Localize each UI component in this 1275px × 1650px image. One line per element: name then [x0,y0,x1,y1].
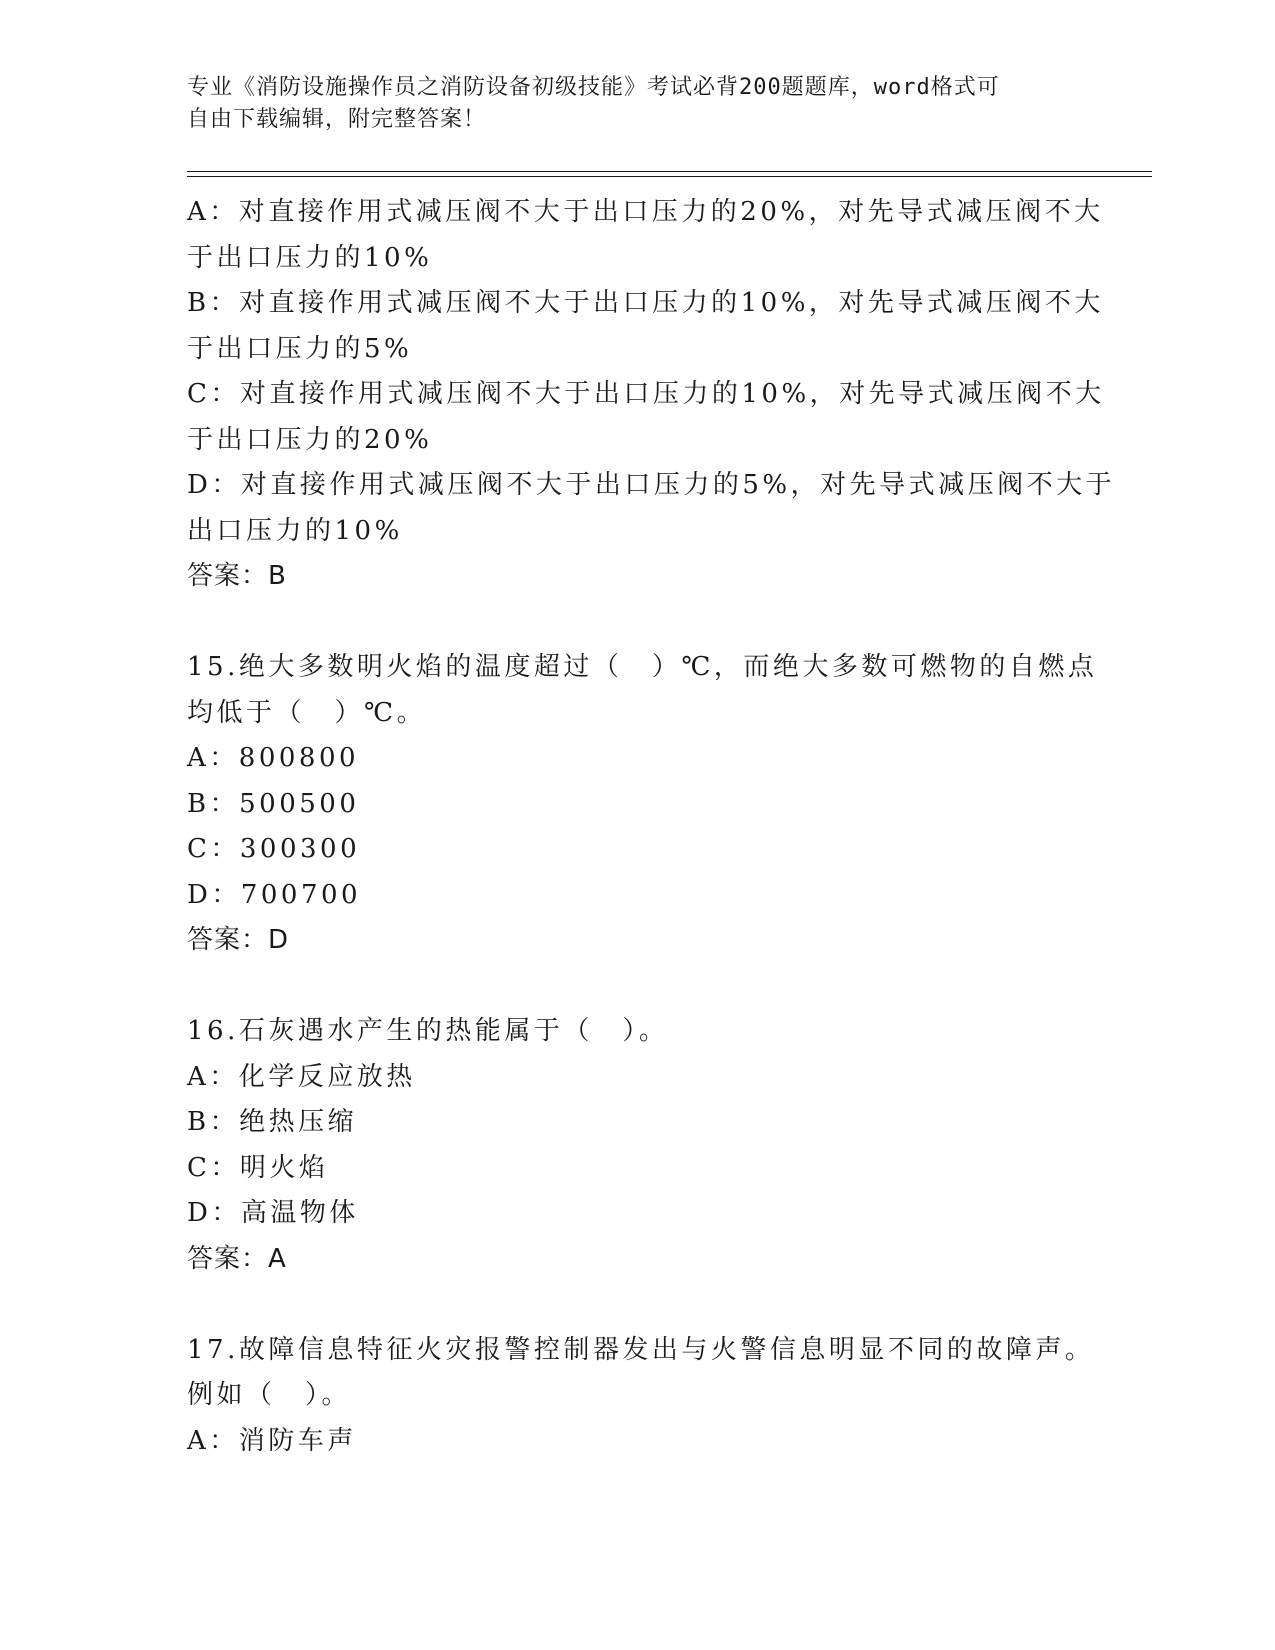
spacer [187,1282,1087,1328]
option-a-line-1: A：对直接作用式减压阀不大于出口压力的20%，对先导式减压阀不大 [187,197,1104,227]
option-d: D：高温物体 [187,1198,359,1228]
question-stem-line-2: 例如（ ）。 [187,1380,352,1410]
spacer [187,600,1087,646]
answer-line: 答案：B [187,561,287,591]
spacer [187,964,1087,1010]
option-a: A：化学反应放热 [187,1061,416,1092]
option-c: C：300300 [187,834,361,864]
option-c: C：明火焰 [187,1152,329,1183]
option-a: A：消防车声 [187,1425,357,1456]
question-16 [187,1009,1087,1282]
option-c-line-2: 于出口压力的20% [187,424,433,455]
answer-line: 答案：D [187,925,290,955]
question-stem-line-2: 均低于（ ）℃。 [187,697,427,728]
option-d: D：700700 [187,879,362,910]
question-list [187,190,1116,1464]
option-b: B：500500 [187,788,360,819]
option-c-line-1: C：对直接作用式减压阀不大于出口压力的10%，对先导式减压阀不大 [187,379,1105,409]
header-line-2: 自由下载编辑，附完整答案！ [187,107,487,132]
question-14 [187,190,1116,600]
option-b-line-1: B：对直接作用式减压阀不大于出口压力的10%，对先导式减压阀不大 [187,288,1104,318]
header-rule-bottom [187,176,1152,177]
question-17 [187,1328,1095,1465]
header-line-1: 专业《消防设施操作员之消防设备初级技能》考试必背200题题库，word格式可 [187,75,1000,100]
option-a-line-2: 于出口压力的10% [187,242,433,273]
answer-line: 答案：A [187,1243,287,1274]
option-d-line-1: D：对直接作用式减压阀不大于出口压力的5%，对先导式减压阀不大于 [187,470,1116,500]
question-stem-line-1: 17.故障信息特征火灾报警控制器发出与火警信息明显不同的故障声。 [187,1334,1095,1365]
option-a: A：800800 [187,743,360,773]
header-rule-top [187,171,1152,172]
option-d-line-2: 出口压力的10% [187,515,403,546]
question-stem-line-1: 16.石灰遇水产生的热能属于（ ）。 [187,1016,669,1046]
option-b: B：绝热压缩 [187,1107,358,1137]
question-15 [187,645,1098,964]
document-header [187,72,1067,136]
option-b-line-2: 于出口压力的5% [187,333,413,364]
question-stem-line-1: 15.绝大多数明火焰的温度超过（ ）℃，而绝大多数可燃物的自燃点 [187,652,1098,682]
